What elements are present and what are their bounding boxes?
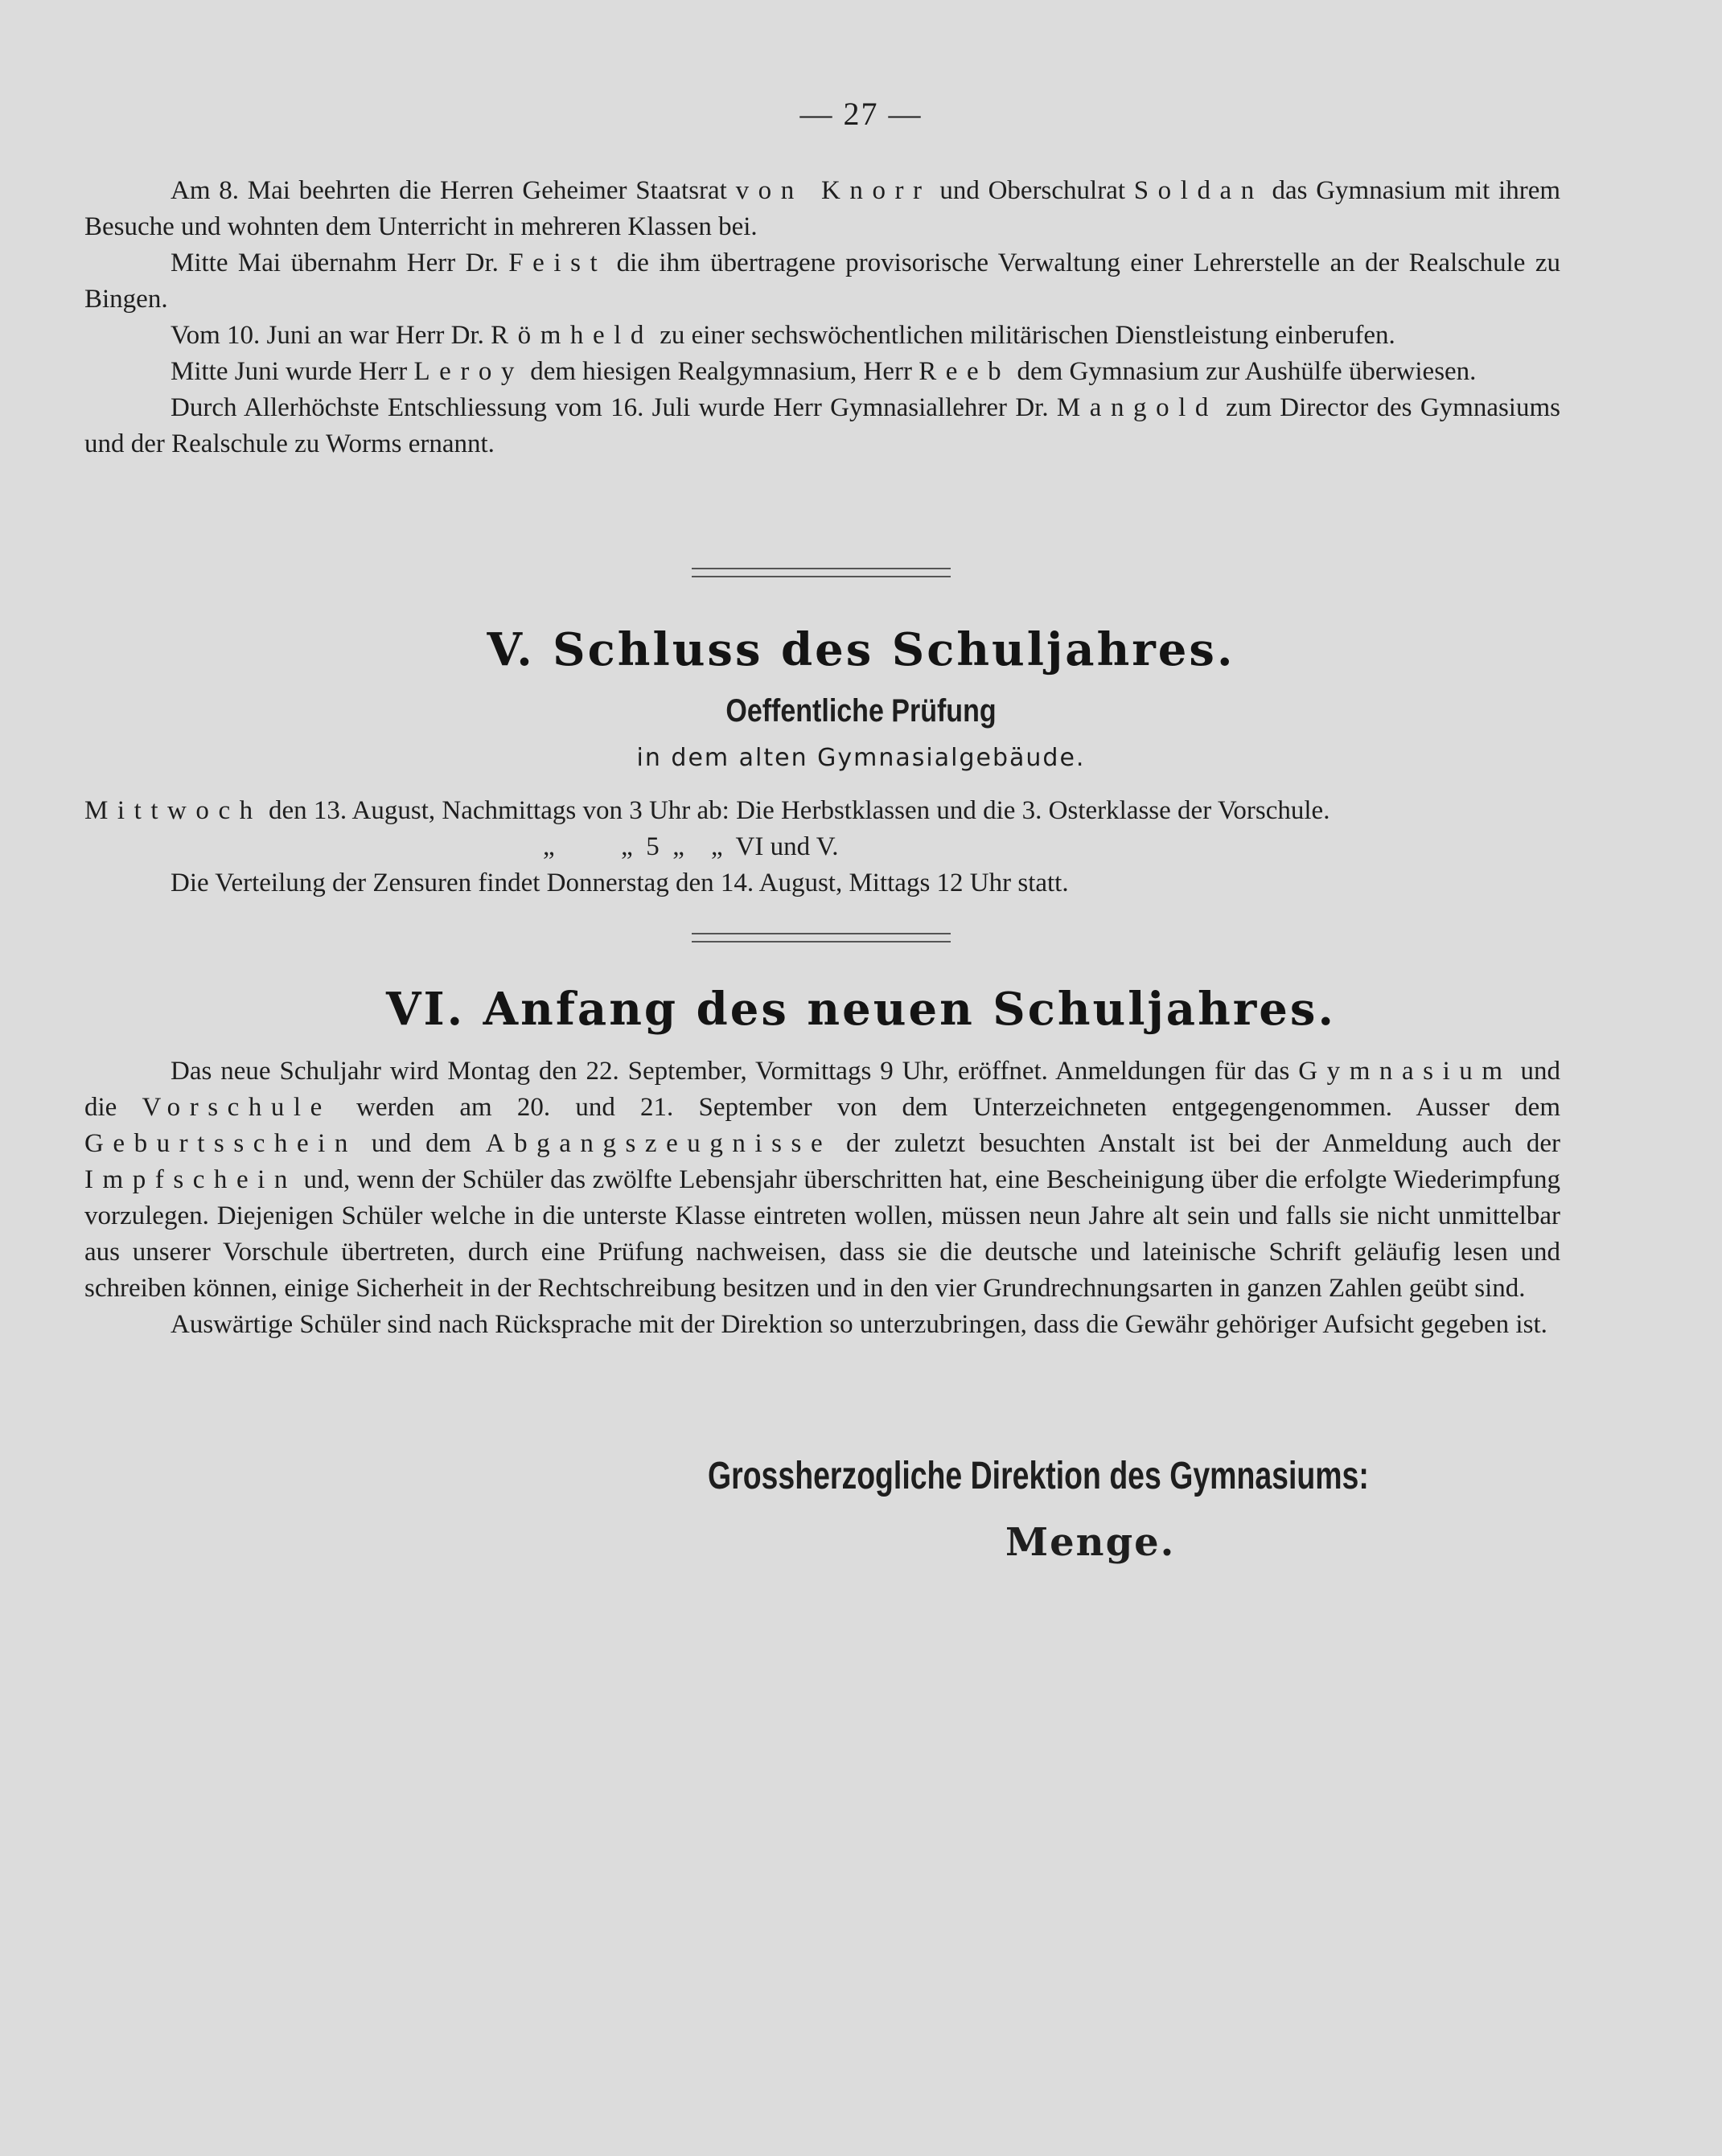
- paragraph-text: werden am 20. und 21. September von dem Unterzeichneten entgegengenommen. Ausser dem: [331, 1093, 1560, 1122]
- section-v-heading: V. Schluss des Schuljahres.: [487, 623, 1235, 676]
- schedule-line-1: [84, 796, 1330, 826]
- spaced-name: Geburtsschein: [84, 1129, 357, 1158]
- paragraph: [84, 318, 1560, 354]
- paragraph-text: und dem: [356, 1129, 486, 1158]
- paragraph: [84, 245, 1560, 318]
- spaced-name: Soldan: [1133, 176, 1264, 205]
- paragraph-text: Am 8. Mai beehrten die Herren Geheimer Staatsrat: [171, 176, 736, 205]
- spaced-name: Vorschule: [142, 1093, 331, 1122]
- spaced-name: Abgangszeugnisse: [485, 1129, 832, 1158]
- paragraph: [84, 1053, 1560, 1307]
- section-vi-text: [84, 1053, 1560, 1343]
- section-v-subheading: Oeffentliche Prüfung: [725, 693, 997, 729]
- spaced-name: Feist: [508, 248, 607, 277]
- schedule-day: Mittwoch: [84, 796, 262, 825]
- paragraph-text: Durch Allerhöchste Entschliessung vom 16. Juli wurde Herr Gymnasiallehrer Dr.: [171, 393, 1057, 422]
- paragraph-text: die ihm übertragene provisorische Verwaltung einer Lehrerstelle an der Realschule zu Bingen.: [84, 248, 1560, 314]
- schedule-line-2: „ „ 5 „ „ VI und V.: [543, 832, 839, 861]
- paragraph-text: dem Gymnasium zur Aushülfe überwiesen.: [1010, 357, 1477, 386]
- paragraph-text: zu einer sechswöchentlichen militärischen Dienstleistung einberufen.: [652, 321, 1395, 350]
- paragraph-text: dem hiesigen Realgymnasium, Herr: [523, 357, 919, 386]
- paragraph: [84, 354, 1560, 390]
- paragraph: [84, 390, 1560, 462]
- schedule-line-1-text: den 13. August, Nachmittags von 3 Uhr ab: Die Herbstklassen und die 3. Osterklasse der Vorschule.: [261, 796, 1330, 825]
- spaced-name: von Knorr: [735, 176, 931, 205]
- page-number: — 27 —: [799, 96, 923, 132]
- paragraph-text: und die: [84, 1057, 1560, 1122]
- spaced-name: Leroy: [413, 357, 524, 386]
- paragraph-text: und Oberschulrat: [931, 176, 1134, 205]
- paragraph-text: Vom 10. Juni an war Herr Dr.: [171, 321, 491, 350]
- section-iv-text: [84, 173, 1560, 462]
- paragraph-text: zum Director des Gymnasiums und der Realschule zu Worms ernannt.: [84, 393, 1560, 458]
- paragraph-text: und, wenn der Schüler das zwölfte Lebensjahr überschritten hat, eine Bescheinigung über die erfolgte Wiederimpfung vorzulegen. Diejenigen Schüler welche in die unterste Klasse eintreten wollen, müssen neun Jahre alt sein und falls sie nicht unmittelbar aus unserer Vorschule übertreten, durch eine Prüfung nachweisen, dass sie die deutsche und lateinische Schrift geläufig lesen und schreiben können, einige Sicherheit in der Rechtschreibung besitzen und in den vier Grundrechnungsarten in ganzen Zahlen geübt sind.: [84, 1165, 1560, 1303]
- paragraph-text: Mitte Juni wurde Herr: [171, 357, 414, 386]
- spaced-name: Gymnasium: [1298, 1057, 1512, 1086]
- section-vi-heading: VI. Anfang des neuen Schuljahres.: [386, 983, 1336, 1036]
- paragraph-text: Mitte Mai übernahm Herr Dr.: [171, 248, 509, 277]
- section-divider: [692, 568, 951, 577]
- schedule-line-3: Die Verteilung der Zensuren findet Donnerstag den 14. August, Mittags 12 Uhr statt.: [171, 869, 1069, 897]
- spaced-name: Reeb: [919, 357, 1011, 386]
- paragraph-text: Das neue Schuljahr wird Montag den 22. September, Vormittags 9 Uhr, eröffnet. Anmeldungen für das: [171, 1057, 1299, 1086]
- paragraph: [84, 1307, 1560, 1343]
- paragraph-text: Auswärtige Schüler sind nach Rücksprache mit der Direktion so unterzubringen, dass die Gewähr gehöriger Aufsicht gegeben ist.: [171, 1310, 1547, 1339]
- spaced-name: Römheld: [491, 321, 653, 350]
- paragraph: [84, 173, 1560, 245]
- spaced-name: Mangold: [1056, 393, 1218, 422]
- signature-title: Grossherzogliche Direktion des Gymnasiums:: [708, 1455, 1369, 1497]
- spaced-name: Impfschein: [84, 1165, 297, 1194]
- signature-name: Menge.: [1005, 1520, 1176, 1565]
- paragraph-text: der zuletzt besuchten Anstalt ist bei der Anmeldung auch der: [832, 1129, 1560, 1158]
- section-v-location: in dem alten Gymnasialgebäude.: [636, 744, 1086, 772]
- section-divider: [692, 933, 951, 942]
- paragraph-text: das Gymnasium mit ihrem Besuche und wohnten dem Unterricht in mehreren Klassen bei.: [84, 176, 1561, 241]
